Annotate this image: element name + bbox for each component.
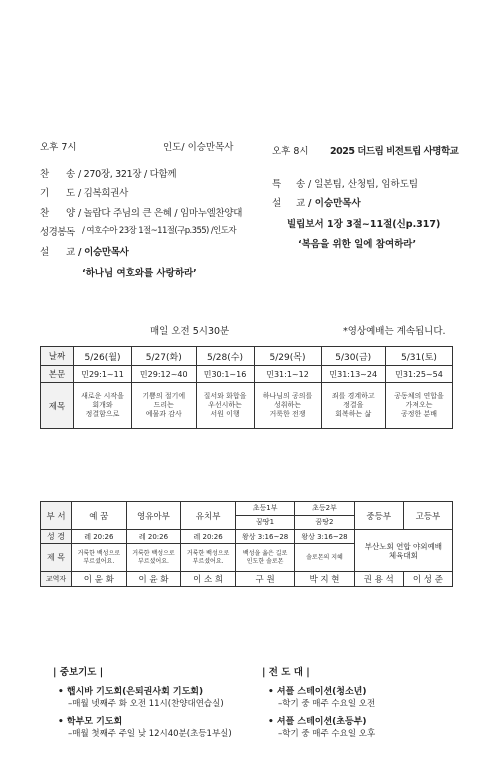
- order-value: / 이승만목사: [78, 247, 129, 258]
- dept-sub: 꿈땅1: [235, 516, 294, 530]
- evening8-time: 오후 8시: [272, 146, 309, 157]
- evening7-sermon-title: ‘하나님 여호와를 사랑하라’: [82, 268, 197, 279]
- dept-verse: 레 20:26: [181, 530, 236, 544]
- evening8-title: 2025 더드림 비전트립 사명학교: [330, 146, 459, 157]
- order-label: 설: [272, 198, 282, 209]
- day-text: 민31:13~24: [321, 366, 385, 383]
- order-label: 찬: [40, 169, 50, 180]
- prayer-heading: | 중보기도 |: [53, 667, 104, 678]
- list-item-detail: –학기 중 매주 수요일 오전: [278, 699, 376, 709]
- order-label: 찬: [40, 208, 50, 219]
- day-text: 민29:12~40: [132, 366, 196, 383]
- list-item-title: • 셔플 스테이션(청소년): [268, 687, 367, 697]
- order-value: / 놀랍다 주님의 큰 은혜 / 임마누엘찬양대: [78, 208, 243, 219]
- day-text: 민31:25~54: [385, 366, 452, 383]
- day-title: 기쁨의 절기에 드리는 예물과 감사: [132, 383, 196, 429]
- dept-pastor: 이 성 준: [403, 572, 452, 587]
- list-item-detail: –매월 넷째주 화 오전 11시(찬양대연습실): [68, 699, 224, 709]
- dept-verse: 왕상 3:16~28: [235, 530, 294, 544]
- order-label: 설: [40, 247, 50, 258]
- day-date: 5/28(수): [196, 347, 254, 366]
- evening8-passage: 빌립보서 1장 3절~11절(신p.317): [287, 219, 441, 230]
- evening7-leader: 인도/ 이승만목사: [163, 142, 234, 153]
- day-title: 죄를 경계하고 정결을 회복하는 삶: [321, 383, 385, 429]
- list-item-title: • 햅시바 기도회(은퇴권사회 기도회): [58, 687, 204, 697]
- order-label: 성경봉독: [40, 227, 75, 238]
- dept-pastor: 이 소 희: [181, 572, 236, 587]
- order-label: 특: [272, 179, 282, 190]
- order-label: 송: [296, 179, 306, 190]
- day-title: 공동체의 연합을 가져오는 공정한 분배: [385, 383, 452, 429]
- order-value: / 김복희권사: [78, 188, 129, 199]
- order-label: 교: [296, 198, 306, 209]
- day-date: 5/29(목): [254, 347, 321, 366]
- dept-title: 솔로몬의 지혜: [295, 544, 354, 572]
- row-label-text: 본문: [41, 366, 74, 383]
- dept-pastor: 권 용 석: [354, 572, 403, 587]
- order-label: 송: [66, 169, 76, 180]
- dept-title: 거룩한 백성으로 부르셨어요.: [72, 544, 127, 572]
- church-school-table: [40, 501, 453, 587]
- row-label-dept: 부 서: [41, 502, 72, 530]
- day-text: 민31:1~12: [254, 366, 321, 383]
- list-item-title: • 셔플 스테이션(초등부): [268, 717, 367, 727]
- day-date: 5/31(토): [385, 347, 452, 366]
- row-label-verse: 성 경: [41, 530, 72, 544]
- day-date: 5/26(월): [74, 347, 132, 366]
- row-label-title: 제 목: [41, 544, 72, 572]
- merged-event: 부산노회 연합 야외예배 체육대회: [354, 530, 452, 572]
- order-value: / 여호수아 23장 1절~11절(구p.355) /인도자: [82, 226, 236, 236]
- dept-title: 거룩한 백성으로 부르셨어요.: [126, 544, 181, 572]
- dept-name: 중등부: [354, 502, 403, 530]
- order-value: / 일본팀, 산청팀, 임하도팀: [308, 179, 419, 190]
- order-label: 교: [66, 247, 76, 258]
- day-date: 5/27(화): [132, 347, 196, 366]
- dept-name: 초등1부: [235, 502, 294, 516]
- dawn-time: 매일 오전 5시30분: [150, 326, 230, 337]
- dept-pastor: 구 원: [235, 572, 294, 587]
- row-label-date: 날짜: [41, 347, 74, 366]
- dept-title: 거룩한 백성으로 부르셨어요.: [181, 544, 236, 572]
- row-label-pastor: 교역자: [41, 572, 72, 587]
- list-item-detail: –매월 첫째주 주일 낮 12시40분(초등1부실): [68, 729, 232, 739]
- evangelism-heading: | 전 도 대 |: [262, 667, 310, 678]
- evening8-sermon-title: ‘복음을 위한 일에 참여하라’: [298, 239, 417, 250]
- dept-name: 유치부: [181, 502, 236, 530]
- dept-pastor: 이 윤 화: [126, 572, 181, 587]
- dept-verse: 왕상 3:16~28: [295, 530, 354, 544]
- order-label: 기: [40, 188, 50, 199]
- dawn-schedule-table: [40, 346, 453, 429]
- dept-pastor: 이 윤 화: [72, 572, 127, 587]
- day-date: 5/30(금): [321, 347, 385, 366]
- order-label: 양: [66, 208, 76, 219]
- list-item-detail: –학기 중 매주 수요일 오후: [278, 729, 376, 739]
- dept-name: 예 꿈: [72, 502, 127, 530]
- day-text: 민29:1~11: [74, 366, 132, 383]
- dept-name: 초등2부: [295, 502, 354, 516]
- day-text: 민30:1~16: [196, 366, 254, 383]
- day-title: 새로운 시작을 회개와 정결함으로: [74, 383, 132, 429]
- order-value: / 270장, 321장 / 다함께: [78, 169, 177, 180]
- dept-name: 영유아부: [126, 502, 181, 530]
- dept-pastor: 박 지 현: [295, 572, 354, 587]
- day-title: 하나님의 공의를 성취하는 거룩한 전쟁: [254, 383, 321, 429]
- row-label-title: 제목: [41, 383, 74, 429]
- dawn-note: *영상예배는 계속됩니다.: [343, 326, 446, 337]
- evening7-time: 오후 7시: [40, 142, 77, 153]
- order-label: 도: [66, 188, 76, 199]
- dept-title: 백성을 옳은 길로 인도한 솔로몬: [235, 544, 294, 572]
- order-value: / 이승만목사: [308, 198, 361, 209]
- list-item-title: • 학부모 기도회: [58, 717, 123, 727]
- dept-name: 고등부: [403, 502, 452, 530]
- day-title: 질서와 화합을 우선시하는 서원 이행: [196, 383, 254, 429]
- dept-sub: 꿈땅2: [295, 516, 354, 530]
- dept-verse: 레 20:26: [126, 530, 181, 544]
- dept-verse: 레 20:26: [72, 530, 127, 544]
